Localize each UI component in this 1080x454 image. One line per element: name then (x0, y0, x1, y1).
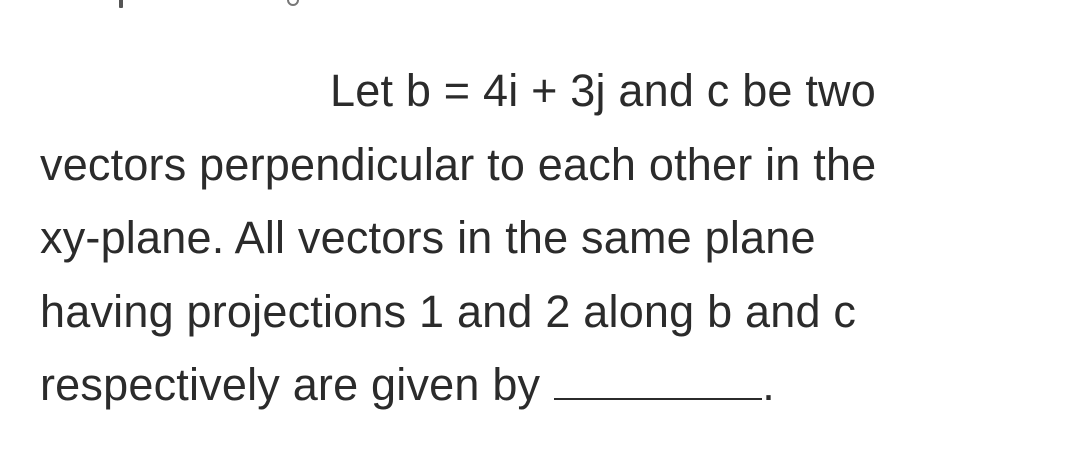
answer-blank (554, 368, 762, 400)
problem-line-2: vectors perpendicular to each other in the (40, 138, 877, 190)
end-punctuation: . (762, 359, 775, 410)
problem-line-4: having projections 1 and 2 along b and c (40, 285, 857, 337)
problem-statement (40, 54, 1050, 422)
problem-line-3: xy-plane. All vectors in the same plane (40, 212, 816, 263)
cropped-previous-text (0, 0, 1080, 14)
cropped-glyph-fragment (119, 0, 123, 8)
problem-line-5-text: respectively are given by (40, 359, 541, 410)
cropped-glyph-fragment (287, 0, 299, 6)
problem-line-1: Let b = 4i + 3j and c be two (330, 65, 876, 116)
problem-line-5 (40, 348, 1050, 422)
